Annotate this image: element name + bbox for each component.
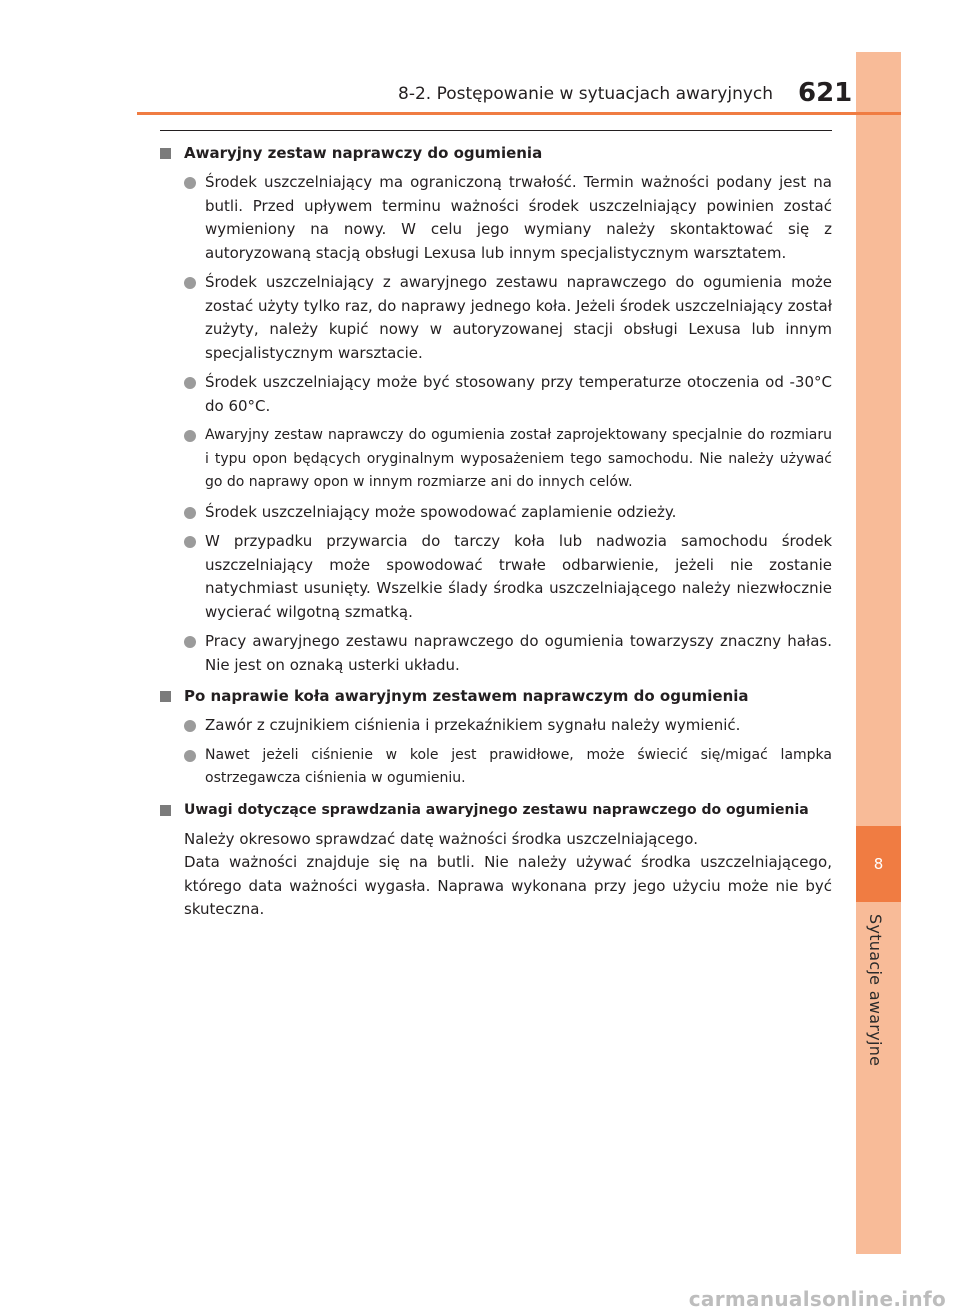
circle-bullet-icon [184, 277, 196, 289]
square-bullet-icon [160, 691, 171, 702]
list-item: Pracy awaryjnego zestawu naprawczego do ogumienia towarzyszy znaczny hałas. Nie jest on oznaką usterki układu. [160, 630, 832, 677]
circle-bullet-icon [184, 377, 196, 389]
square-bullet-icon [160, 805, 171, 816]
circle-bullet-icon [184, 507, 196, 519]
square-bullet-icon [160, 148, 171, 159]
list-item: Środek uszczelniający ma ograniczoną trwałość. Termin ważności podany jest na butli. Przed upływem terminu ważności środek uszczelniający powinien zostać wymieniony na nowy. W celu jego wymiany należy skontaktować się z autoryzowaną stacją obsługi Lexusa lub innym specjalistycznym warsztatem. [160, 171, 832, 265]
page-content [160, 141, 832, 929]
watermark: carmanualsonline.info [688, 1287, 946, 1311]
section-emergency-kit [160, 141, 832, 677]
list-item: Środek uszczelniający może być stosowany przy temperaturze otoczenia od -30°C do 60°C. [160, 371, 832, 418]
chapter-number-tab [856, 826, 901, 902]
chapter-number: 8 [873, 855, 884, 873]
list-item: Awaryjny zestaw naprawczy do ogumienia został zaprojektowany specjalnie do rozmiaru i typu opon będących oryginalnym wyposażeniem tego samochodu. Nie należy używać go do naprawy opon w innym rozmiarze ani do innych celów. [160, 424, 832, 495]
section-heading: Po naprawie koła awaryjnym zestawem naprawczym do ogumienia [160, 684, 832, 708]
section-header-title: 8-2. Postępowanie w sytuacjach awaryjnych [398, 84, 774, 104]
content-divider [160, 130, 832, 131]
circle-bullet-icon [184, 430, 196, 442]
circle-bullet-icon [184, 636, 196, 648]
section-kit-check-notes [160, 798, 832, 922]
section-paragraph: Należy okresowo sprawdzać datę ważności środka uszczelniającego. Data ważności znajduje się na butli. Nie należy używać środka uszczelniającego, którego data ważności wygasła. Naprawa wykonana przy jego użyciu może nie być skuteczna. [184, 829, 832, 918]
page-number: 621 [798, 78, 853, 108]
section-heading: Awaryjny zestaw naprawczy do ogumienia [160, 141, 832, 165]
header-divider [137, 112, 901, 115]
list-item: W przypadku przywarcia do tarczy koła lub nadwozia samochodu środek uszczelniający może spowodować trwałe odbarwienie, jeżeli nie zostanie natychmiast usunięty. Wszelkie ślady środka uszczelniającego należy niezwłocznie wycierać wilgotną szmatką. [160, 530, 832, 624]
list-item: Nawet jeżeli ciśnienie w kole jest prawidłowe, może świecić się/migać lampka ostrzegawcza ciśnienia w ogumieniu. [160, 744, 832, 791]
section-after-repair [160, 684, 832, 791]
circle-bullet-icon [184, 720, 196, 732]
circle-bullet-icon [184, 750, 196, 762]
circle-bullet-icon [184, 536, 196, 548]
chapter-label: Sytuacje awaryjne [866, 914, 885, 1067]
section-heading: Uwagi dotyczące sprawdzania awaryjnego zestawu naprawczego do ogumienia [160, 798, 832, 822]
list-item: Zawór z czujnikiem ciśnienia i przekaźnikiem sygnału należy wymienić. [160, 714, 832, 738]
list-item: Środek uszczelniający z awaryjnego zestawu naprawczego do ogumienia może zostać użyty tylko raz, do naprawy jednego koła. Jeżeli środek uszczelniający został zużyty, należy kupić nowy w autoryzowanej stacji obsługi Lexusa lub innym specjalistycznym warsztacie. [160, 271, 832, 365]
list-item: Środek uszczelniający może spowodować zaplamienie odzieży. [160, 501, 832, 525]
circle-bullet-icon [184, 177, 196, 189]
chapter-side-tab [856, 52, 901, 1254]
